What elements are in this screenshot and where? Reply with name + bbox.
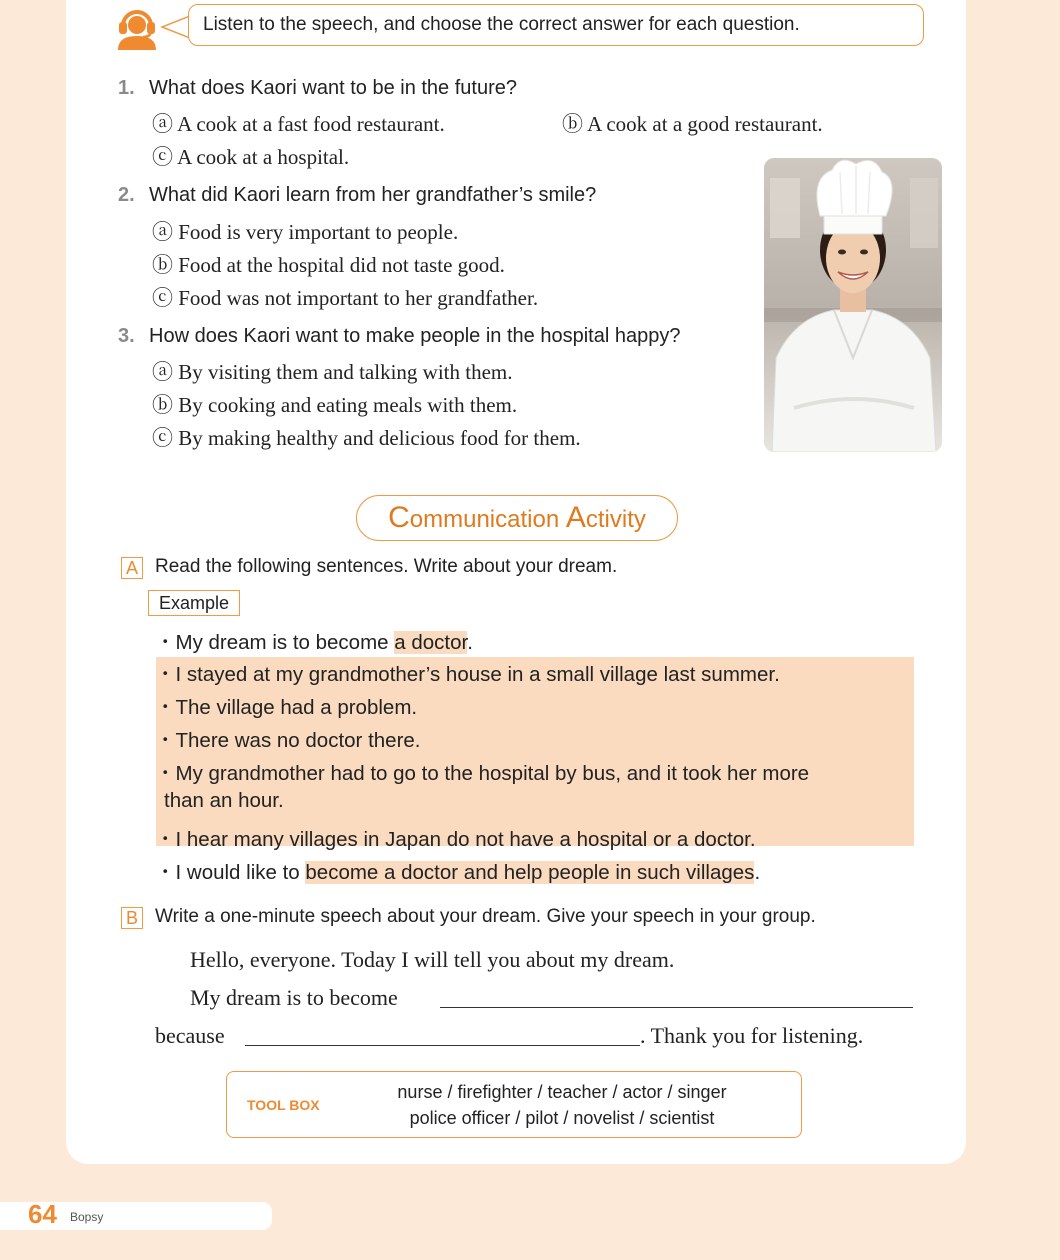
speech-line: My dream is to become — [190, 985, 398, 1010]
answer-option[interactable]: ⓑ Food at the hospital did not taste good. — [152, 253, 505, 277]
example-line: ・I stayed at my grandmother’s house in a small village last summer. — [155, 663, 780, 686]
question-text: What does Kaori want to be in the future? — [149, 77, 517, 99]
tool-box — [226, 1071, 802, 1138]
example-line: ・There was no doctor there. — [155, 729, 421, 752]
example-label: Example — [148, 590, 240, 616]
tool-box-words: nurse / firefighter / teacher / actor / singer police officer / pilot / novelist / scientist — [397, 1082, 727, 1128]
communication-activity-title: Communication Activity — [356, 495, 678, 541]
example-line: ・My dream is to become a doctor. — [155, 631, 473, 654]
headset-listening-icon — [114, 4, 160, 50]
speech-line: because — [155, 1023, 225, 1048]
answer-option[interactable]: ⓒ A cook at a hospital. — [152, 145, 350, 169]
section-a-label: A — [121, 557, 143, 579]
speech-line: . Thank you for listening. — [640, 1023, 864, 1048]
dream-blank[interactable] — [440, 1007, 913, 1008]
answer-option[interactable]: ⓒ Food was not important to her grandfather. — [152, 286, 539, 310]
question-text: What did Kaori learn from her grandfather’s smile? — [149, 184, 597, 206]
example-line: than an hour. — [164, 789, 284, 812]
question-number: 2. — [118, 184, 135, 206]
tool-box-label: TOOL BOX — [247, 1097, 320, 1113]
answer-option[interactable]: ⓑ By cooking and eating meals with them. — [152, 393, 518, 417]
reason-blank[interactable] — [245, 1045, 640, 1046]
section-b-label: B — [121, 907, 143, 929]
answer-option[interactable]: ⓐ By visiting them and talking with them. — [152, 360, 513, 384]
page-number: 64 — [28, 1199, 57, 1229]
question-number: 3. — [118, 325, 135, 347]
example-line: ・I hear many villages in Japan do not have a hospital or a doctor. — [155, 828, 756, 851]
speech-line: Hello, everyone. Today I will tell you about my dream. — [190, 947, 675, 972]
example-line: ・The village had a problem. — [155, 696, 418, 719]
speech-bubble-tail — [160, 14, 190, 40]
question-text: How does Kaori want to make people in the hospital happy? — [149, 325, 681, 347]
section-b-instruction: Write a one-minute speech about your dream. Give your speech in your group. — [155, 906, 816, 927]
chef-photo — [764, 158, 942, 452]
answer-option[interactable]: ⓒ By making healthy and delicious food for them. — [152, 426, 581, 450]
listening-instruction: Listen to the speech, and choose the correct answer for each question. — [188, 4, 924, 46]
book-title: Bopsy — [70, 1210, 104, 1224]
answer-option[interactable]: ⓑ A cook at a good restaurant. — [562, 112, 823, 136]
example-line: ・My grandmother had to go to the hospital by bus, and it took her more — [155, 762, 810, 785]
answer-option[interactable]: ⓐ Food is very important to people. — [152, 220, 459, 244]
section-a-instruction: Read the following sentences. Write about your dream. — [155, 556, 618, 577]
example-line: ・I would like to become a doctor and help people in such villages. — [155, 861, 761, 884]
answer-option[interactable]: ⓐ A cook at a fast food restaurant. — [152, 112, 445, 136]
question-number: 1. — [118, 77, 135, 99]
